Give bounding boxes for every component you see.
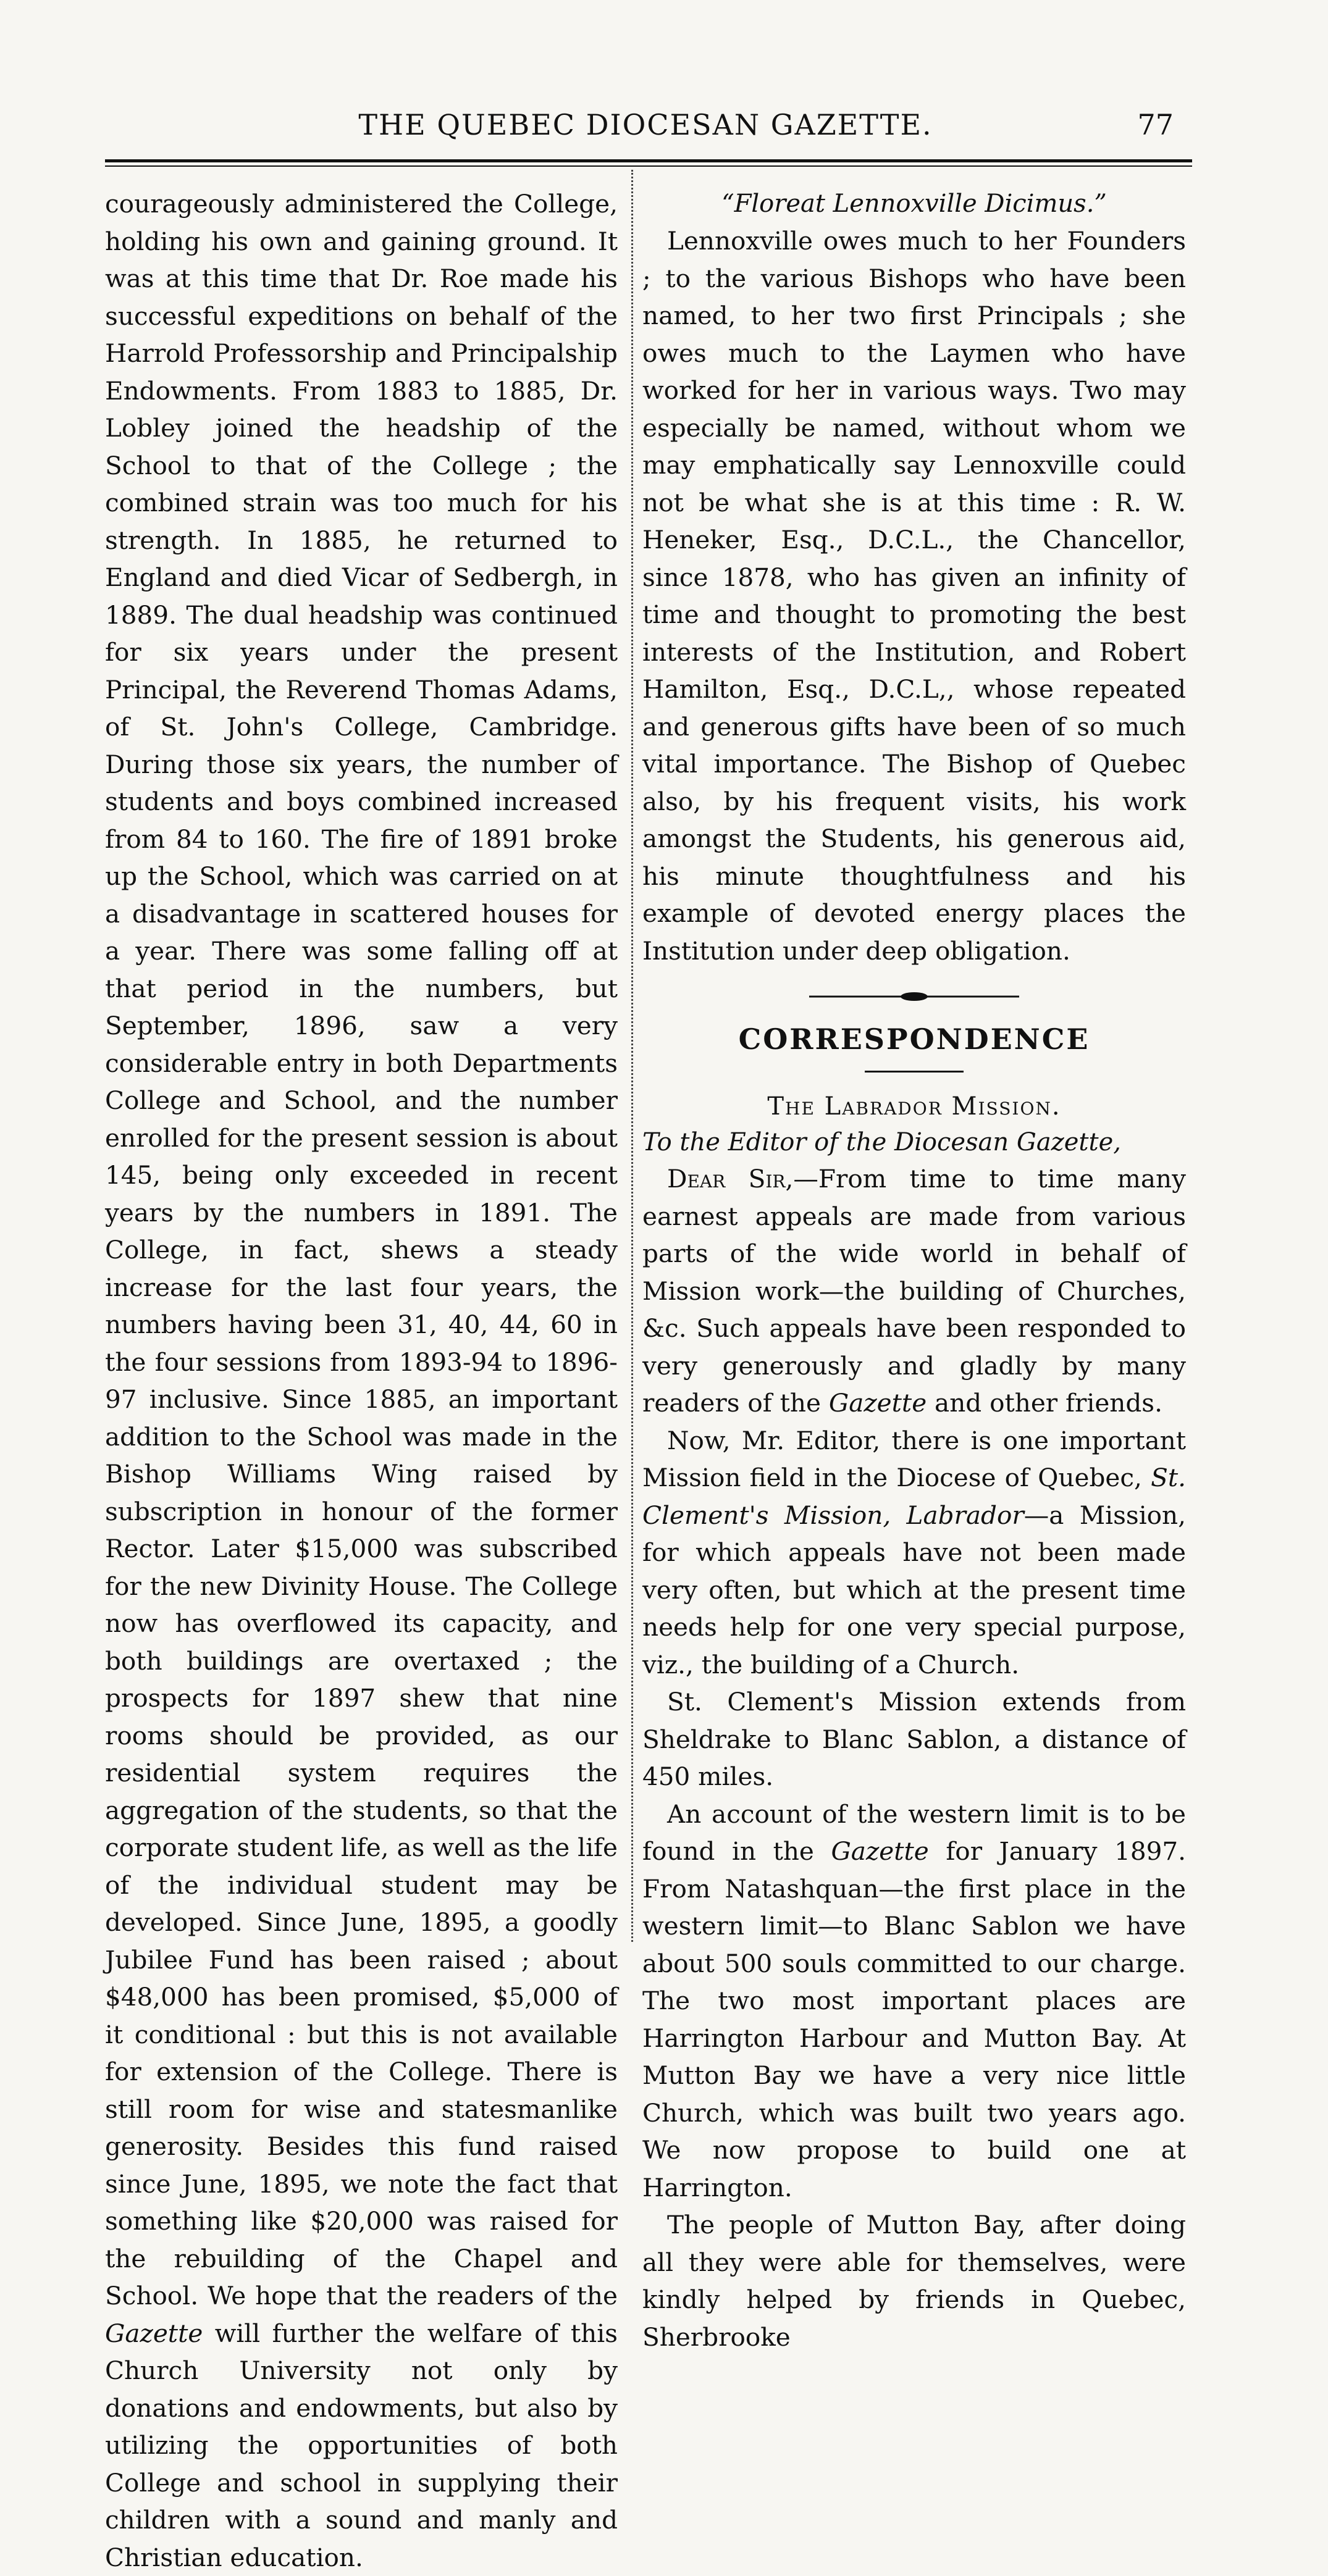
- header-rule-thin: [105, 165, 1192, 167]
- letter-paragraph-1: [642, 1160, 1186, 1422]
- letter-p1-text: —From time to time many earnest appeals are made from various parts of the wide world in behalf of Mission work—the building of Churches, &c. Such appeals have been responded to very generously and gladly by many readers of the: [642, 1164, 1186, 1418]
- letter-paragraph-3: St. Clement's Mission extends from Sheldrake to Blanc Sablon, a distance of 450 miles.: [642, 1687, 1186, 1791]
- paragraph-text-end: will further the welfare of this Church University not only by donations and endowments, but also by utilizing the opportunities of both College and school in supplying their children with a sound and manly and Christian education.: [105, 2318, 618, 2572]
- running-title: THE QUEBEC DIOCESAN GAZETTE.: [358, 108, 933, 141]
- right-column: [642, 185, 1186, 2356]
- section-divider-ornament: [809, 990, 1019, 1003]
- mission-name-italic: St. Clement's Mission, Labrador: [642, 1463, 1186, 1530]
- gazette-title-italic: Gazette: [828, 1388, 927, 1418]
- page-header: [105, 108, 1186, 145]
- letter-p4-end: for January 1897. From Natashquan—the first place in the western limit—to Blanc Sablon we have about 500 souls committed to our charge. The two most important places are Harrington Harbour and Mutton Bay. At Mutton Bay we have a very nice little Church, which was built two years ago. We now propose to build one at Harrington.: [642, 1836, 1187, 2202]
- gazette-title-italic: Gazette: [831, 1836, 929, 1866]
- page-number: 77: [1137, 108, 1174, 141]
- letter-salutation: Dear Sir,: [667, 1164, 794, 1194]
- column-divider: [631, 170, 633, 1942]
- article-continuation-paragraph: [105, 185, 618, 2576]
- correspondence-heading: CORRESPONDENCE: [738, 1022, 1090, 1056]
- letter-paragraph-5: The people of Mutton Bay, after doing all they were able for themselves, were kindly helped by friends in Quebec, Sherbrooke: [642, 2210, 1186, 2352]
- letter-p2-text: Now, Mr. Editor, there is one important Mission field in the Diocese of Quebec,: [642, 1425, 1186, 1492]
- letter-paragraph-4: [642, 1796, 1186, 2207]
- paragraph-text: courageously administered the College, holding his own and gaining ground. It was at this time that Dr. Roe made his successful expeditions on behalf of the Harrold Professorship and Principalship Endowments. From 1883 to 1885, Dr. Lobley joined the headship of the School to that of the College ; the combined strain was too much for his strength. In 1885, he returned to England and died Vicar of Sedbergh, in 1889. The dual headship was continued for six years under the present Principal, the Reverend Thomas Adams, of St. John's College, Cambridge. During those six years, the number of students and boys combined increased from 84 to 160. The fire of 1891 broke up the School, which was carried on at a disadvantage in scattered houses for a year. There was some falling off at that period in the numbers, but September, 1896, saw a very considerable entry in both Departments College and School, and the number enrolled for the present session is about 145, being only exceeded in recent years by the numbers in 1891. The College, in fact, shews a steady increase for the last four years, the numbers having been 31, 40, 44, 60 in the four sessions from 1893-94 to 1896-97 inclusive. Since 1885, an important addition to the School was made in the Bishop Williams Wing raised by subscription in honour of the former Rector. Later $15,000 was subscribed for the new Divinity House. The College now has overflowed its capacity, and both buildings are overtaxed ; the prospects for 1897 shew that nine rooms should be provided, as our residential system requires the aggregation of the students, so that the corporate student life, as well as the life of the individual student may be developed. Since June, 1895, a goodly Jubilee Fund has been raised ; about $48,000 has been promised, $5,000 of it conditional : but this is not available for extension of the College. There is still room for wise and statesmanlike generosity. Besides this fund raised since June, 1895, we note the fact that something like $20,000 was raised for the rebuilding of the Chapel and School. We hope that the readers of the: [105, 189, 618, 2310]
- labrador-mission-heading: The Labrador Mission.: [767, 1092, 1061, 1121]
- header-rule-thick: [105, 159, 1192, 162]
- letter-p1-end: and other friends.: [927, 1388, 1162, 1418]
- founders-paragraph: Lennoxville owes much to her Founders ; to the various Bishops who have been named, to her two first Principals ; she owes much to the Laymen who have worked for her in various ways. Two may especially be named, without whom we may emphatically say Lennoxville could not be what she is at this time : R. W. Heneker, Esq., D.C.L., the Chancellor, since 1878, who has given an infinity of time and thought to promoting the best interests of the Institution, and Robert Hamilton, Esq., D.C.L,, whose repeated and generous gifts have been of so much vital importance. The Bishop of Quebec also, by his frequent visits, his work amongst the Students, his generous aid, his minute thoughtfulness and his example of devoted energy places the Institution under deep obligation.: [642, 226, 1186, 966]
- left-column: [105, 185, 618, 2576]
- heading-underline: [865, 1071, 964, 1073]
- letter-p2-end: —a Mission, for which appeals have not been made very often, but which at the present time needs help for one very special purpose, viz., the building of a Church.: [642, 1500, 1186, 1679]
- gazette-title-italic: Gazette: [105, 2318, 203, 2348]
- letter-p4-text: An account of the western limit is to be found in the: [642, 1799, 1186, 1866]
- editor-address-line: To the Editor of the Diocesan Gazette,: [642, 1128, 1121, 1156]
- letter-paragraph-2: [642, 1422, 1186, 1684]
- college-motto: “Floreat Lennoxville Dicimus.”: [721, 190, 1107, 218]
